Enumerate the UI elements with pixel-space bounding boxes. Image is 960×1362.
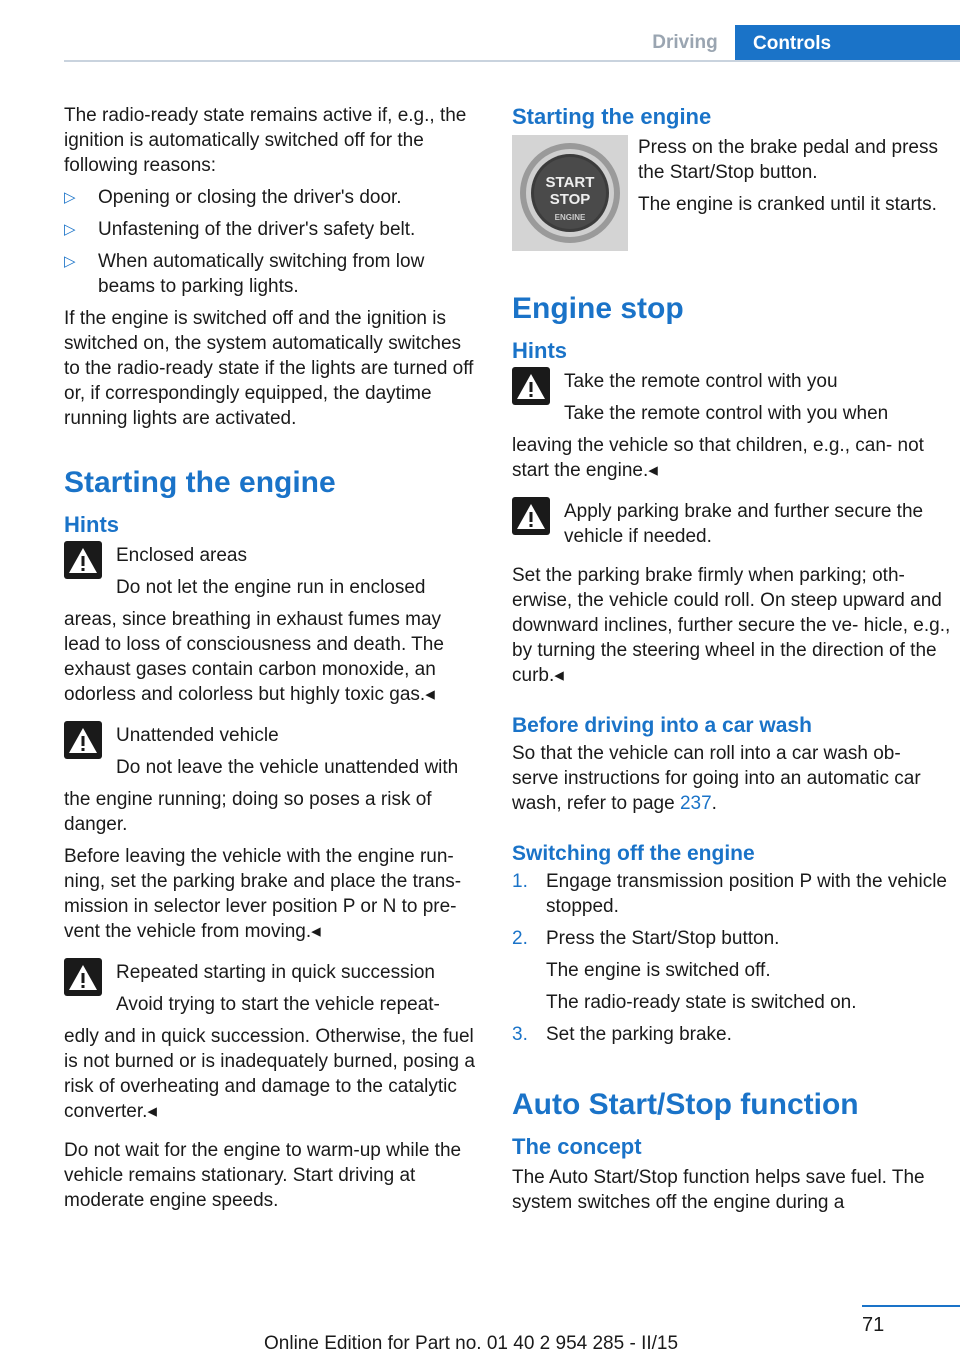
right-column <box>512 103 952 1222</box>
reason-list <box>64 185 482 299</box>
warning-enclosed-areas: Enclosed areas Do not let the engine run in enclosed areas, since breathing in exhaust fumes may lead to loss of consciousness and death. The exhaust gases contain carbon monoxide, an odorless and colorless but highly toxic gas.◂ <box>64 543 482 707</box>
parking-brake-paragraph: Set the parking brake firmly when parking; oth‐ erwise, the vehicle could roll. On steep upward and downward inclines, further secure the ve‐ hicle, e.g., by turning the steering wheel in the direction of the curb.◂ <box>512 565 951 686</box>
list-item: 1. Engage transmission position P with the vehicle stopped. <box>512 871 947 917</box>
triangle-bullet-icon: ▷ <box>64 189 76 206</box>
list-item: ▷ Unfastening of the driver's safety belt. <box>64 219 416 240</box>
heading-auto-start-stop: Auto Start/Stop function <box>512 1088 859 1121</box>
page-number: 71 <box>862 1314 885 1336</box>
list-item: ▷ Opening or closing the driver's door. <box>64 187 402 208</box>
start-steps: Press on the brake pedal and press the Start/Stop button. The engine is cranked until it starts. <box>638 137 938 215</box>
warning-triangle-icon <box>64 721 102 759</box>
header-divider <box>64 60 960 62</box>
warning-triangle-icon <box>512 497 550 535</box>
footer-edition: Online Edition for Part no. 01 40 2 954 285 - II/15 <box>264 1333 679 1354</box>
list-item: 2. Press the Start/Stop button. The engine is switched off. The radio-ready state is switched on. <box>512 928 857 1013</box>
triangle-bullet-icon: ▷ <box>64 253 76 270</box>
heading-switching-off: Switching off the engine <box>512 842 755 865</box>
footer-divider <box>862 1305 960 1307</box>
heading-hints-2: Hints <box>512 338 567 363</box>
start-label: START <box>545 174 595 191</box>
warning-unattended-vehicle: Unattended vehicle Do not leave the vehicle unattended with the engine running; doing so poses a risk of danger. <box>64 723 482 837</box>
heading-engine-stop: Engine stop <box>512 292 684 325</box>
page-reference-link[interactable]: 237 <box>679 793 712 814</box>
concept-paragraph: The Auto Start/Stop function helps save fuel. The system switches off the engine during a <box>512 1167 925 1213</box>
header-chapter-tab <box>735 25 960 62</box>
engine-label: ENGINE <box>554 213 586 222</box>
start-instructions <box>512 135 952 251</box>
start-stop-button-image <box>512 135 628 251</box>
radio-ready-paragraph: If the engine is switched off and the ignition is switched on, the system automatically switches to the radio-ready state if the lights are turned off or, if correspondingly equipped, the daytime running lights are activated. <box>64 308 474 429</box>
heading-hints: Hints <box>64 512 119 537</box>
list-item: 3. Set the parking brake. <box>512 1024 732 1045</box>
warning-repeated-starting: Repeated starting in quick succession Avoid trying to start the vehicle repeat‐ edly and in quick succession. Otherwise, the fuel is not burned or is inadequately burned, posing a risk of overheating and damage to the catalytic converter.◂ <box>64 960 482 1124</box>
header-section: Driving <box>652 32 718 53</box>
list-item: ▷ When automatically switching from low beams to parking lights. <box>64 251 425 297</box>
warning-triangle-icon <box>512 367 550 405</box>
warning-triangle-icon <box>64 958 102 996</box>
warm-up-paragraph: Do not wait for the engine to warm-up while the vehicle remains stationary. Start driving at moderate engine speeds. <box>64 1140 462 1211</box>
car-wash-paragraph: So that the vehicle can roll into a car wash ob‐ serve instructions for going into an automatic car wash, refer to page 237. <box>512 743 921 814</box>
warning-parking-brake: Apply parking brake and further secure the vehicle if needed. <box>512 499 952 556</box>
triangle-bullet-icon: ▷ <box>64 221 76 238</box>
heading-starting-engine: Starting the engine <box>64 466 336 499</box>
switch-off-steps <box>512 869 952 1047</box>
left-column <box>64 103 482 1220</box>
heading-car-wash: Before driving into a car wash <box>512 714 812 737</box>
stop-label: STOP <box>549 191 591 208</box>
heading-starting-engine-sub: Starting the engine <box>512 104 712 129</box>
header-chapter-label: Controls <box>753 33 832 54</box>
warning-triangle-icon <box>64 541 102 579</box>
intro-paragraph: The radio-ready state remains active if, e.g., the ignition is automatically switched off for the following reasons: <box>64 105 467 176</box>
leaving-vehicle-paragraph: Before leaving the vehicle with the engine run‐ ning, set the parking brake and place the trans‐ mission in selector lever position P or N to pre‐ vent the vehicle from moving.◂ <box>64 846 462 942</box>
warning-remote-control: Take the remote control with you Take the remote control with you when leaving the vehicle so that children, e.g., can‐ not start the engine.◂ <box>512 369 952 483</box>
heading-concept: The concept <box>512 1134 642 1159</box>
